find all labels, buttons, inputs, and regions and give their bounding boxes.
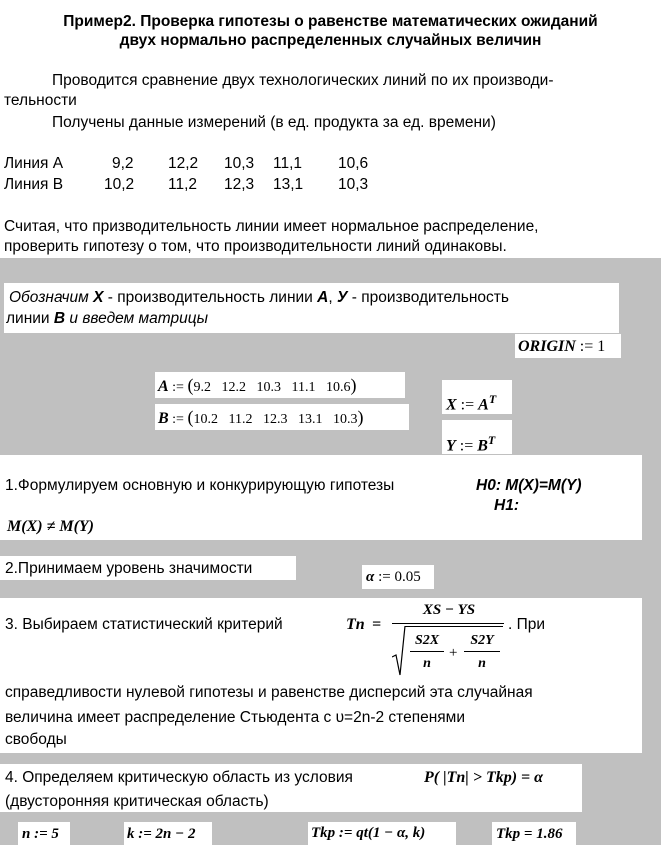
n-denominator: n xyxy=(423,656,431,671)
notation-text: , xyxy=(328,289,337,306)
notation-line-a: А xyxy=(317,289,329,306)
line-b-value: 10,2 xyxy=(104,176,135,193)
intro-line-1: Проводится сравнение двух технологических линий по их производи- xyxy=(52,72,554,89)
tn-symbol: Tn xyxy=(346,616,365,633)
notation-text: линии xyxy=(6,310,54,327)
line-a-value: 11,1 xyxy=(273,155,303,172)
plus-sign: + xyxy=(449,645,458,661)
transpose-mark: T xyxy=(487,433,496,447)
origin-expression xyxy=(518,337,605,356)
fraction-bar xyxy=(392,623,504,624)
y-transpose-expression xyxy=(446,431,495,455)
y-def-name: Y xyxy=(446,437,456,455)
origin-value: 1 xyxy=(597,338,606,355)
matrix-b-expression: B := (10.2 11.2 12.3 13.1 10.3) xyxy=(158,407,364,427)
title-line-1: Пример2. Проверка гипотезы о равенстве математических ожиданий xyxy=(63,13,598,30)
step3-after: . При xyxy=(508,616,546,633)
assign-operator: := xyxy=(172,380,184,395)
sqrt-sign xyxy=(392,625,406,677)
matrix-a-cell: 10.6 xyxy=(325,380,351,395)
assign-operator: := xyxy=(172,412,184,427)
alpha-expression xyxy=(366,568,421,587)
line-b-label: Линия В xyxy=(4,176,64,193)
n-definition-region[interactable] xyxy=(18,822,70,845)
k-definition: k := 2n − 2 xyxy=(127,826,196,842)
intro-line-3: Получены данные измерений (в ед. продукта за ед. времени) xyxy=(52,114,496,131)
notation-text: и введем матрицы xyxy=(65,310,209,327)
n-denominator: n xyxy=(478,656,486,671)
notation-line-1 xyxy=(9,288,509,307)
notation-var-y: У xyxy=(336,289,348,306)
s2x-fraction-bar xyxy=(410,651,444,652)
matrix-a-cell: 11.1 xyxy=(291,380,316,395)
notation-line-2 xyxy=(6,309,208,328)
matrix-a-cell: 10.3 xyxy=(256,380,281,395)
line-a-value: 10,6 xyxy=(338,155,369,172)
step4-block xyxy=(0,764,582,812)
matrix-b-cell: 12.3 xyxy=(262,412,288,427)
sqrt-overbar xyxy=(405,626,503,627)
matrix-b-cell: 13.1 xyxy=(297,412,323,427)
n-definition: n := 5 xyxy=(22,826,59,842)
y-transpose-region[interactable] xyxy=(442,420,512,454)
line-b-value: 10,3 xyxy=(338,176,369,193)
step3-block xyxy=(0,598,642,753)
critical-condition: P( |Tn| > Tkp) = α xyxy=(424,769,544,786)
step4-text: 4. Определяем критическую область из условия xyxy=(5,769,353,786)
tkp-definition-region[interactable] xyxy=(308,822,456,845)
task-line-1: Считая, что призводительность линии имеет нормальное распределение, xyxy=(4,218,539,235)
matrix-a-region[interactable] xyxy=(155,372,405,398)
s2y-fraction-bar xyxy=(464,651,500,652)
x-transpose-region[interactable] xyxy=(442,380,512,414)
matrix-b-cell: 11.2 xyxy=(228,412,253,427)
line-a-value: 10,3 xyxy=(224,155,255,172)
header-block xyxy=(0,0,661,258)
formula-numerator: XS − YS xyxy=(422,602,476,618)
matrix-b-cell: 10.2 xyxy=(193,412,218,427)
task-line-2: проверить гипотезу о том, что производительности линий одинаковы. xyxy=(4,238,507,255)
matrix-a-name: A xyxy=(158,378,169,395)
notation-var-x: X xyxy=(93,289,104,306)
origin-region[interactable] xyxy=(515,334,621,358)
h1-hypothesis: H1: xyxy=(494,497,519,514)
equals-sign: = xyxy=(372,616,382,633)
step1-text: 1.Формулируем основную и конкурирующую гипотезы xyxy=(5,477,395,494)
h0-hypothesis: H0: M(X)=M(Y) xyxy=(476,477,582,494)
assign-operator: := xyxy=(459,437,474,455)
matrix-a-expression: A := (9.2 12.2 10.3 11.1 10.6) xyxy=(158,375,357,395)
step3-line-2: справедливости нулевой гипотезы и равенстве дисперсий эта случайная xyxy=(5,684,533,701)
matrix-a-cell: 12.2 xyxy=(221,380,246,395)
matrix-b-region[interactable] xyxy=(155,404,409,430)
title-line-2: двух нормально распределенных случайных величин xyxy=(119,32,542,49)
assign-operator: := xyxy=(378,569,391,585)
step4-line-2: (двусторонняя критическая область) xyxy=(5,793,269,810)
line-a-value: 9,2 xyxy=(112,155,134,172)
origin-name: ORIGIN xyxy=(518,338,576,355)
notation-line-b: В xyxy=(53,310,66,327)
tkp-definition: Tkp := qt(1 − α, k) xyxy=(311,825,426,841)
alpha-name: α xyxy=(366,569,375,585)
s2x-symbol: S2X xyxy=(414,633,440,648)
notation-text: - производительность линии xyxy=(103,289,318,306)
line-a-label: Линия А xyxy=(4,155,64,172)
notation-text: Обозначим xyxy=(9,289,94,306)
alpha-region[interactable] xyxy=(362,565,434,589)
matrix-b-cell: 10.3 xyxy=(332,412,358,427)
alpha-value: 0.05 xyxy=(394,569,421,585)
line-b-value: 11,2 xyxy=(168,176,198,193)
step1-block xyxy=(0,455,642,540)
x-base-name: A xyxy=(478,396,489,414)
s2y-symbol: S2Y xyxy=(470,633,494,648)
step3-text: 3. Выбираем статистический критерий xyxy=(5,616,283,633)
matrix-b-name: B xyxy=(158,410,169,427)
line-b-value: 12,3 xyxy=(224,176,255,193)
transpose-mark: T xyxy=(488,392,497,406)
step2-text: 2.Принимаем уровень значимости xyxy=(5,560,253,577)
tkp-result: Tkp = 1.86 xyxy=(496,826,563,842)
assign-operator: := xyxy=(579,338,594,355)
y-base-name: B xyxy=(477,437,488,455)
h1-expression: M(X) ≠ M(Y) xyxy=(7,518,94,535)
assign-operator: := xyxy=(460,396,475,414)
x-transpose-expression xyxy=(446,390,496,414)
x-def-name: X xyxy=(446,396,457,414)
k-definition-region[interactable] xyxy=(124,822,212,845)
step3-line-4: свободы xyxy=(5,731,67,748)
matrix-a-cell: 9.2 xyxy=(193,380,211,395)
intro-line-2: тельности xyxy=(4,92,77,109)
tkp-result-region[interactable] xyxy=(492,822,576,845)
notation-block xyxy=(4,283,619,333)
notation-text: - производительность xyxy=(347,289,509,306)
step2-block xyxy=(0,556,296,580)
line-b-value: 13,1 xyxy=(273,176,304,193)
line-a-value: 12,2 xyxy=(168,155,199,172)
step3-line-3: величина имеет распределение Стьюдента с υ=2n-2 степенями xyxy=(5,709,465,726)
